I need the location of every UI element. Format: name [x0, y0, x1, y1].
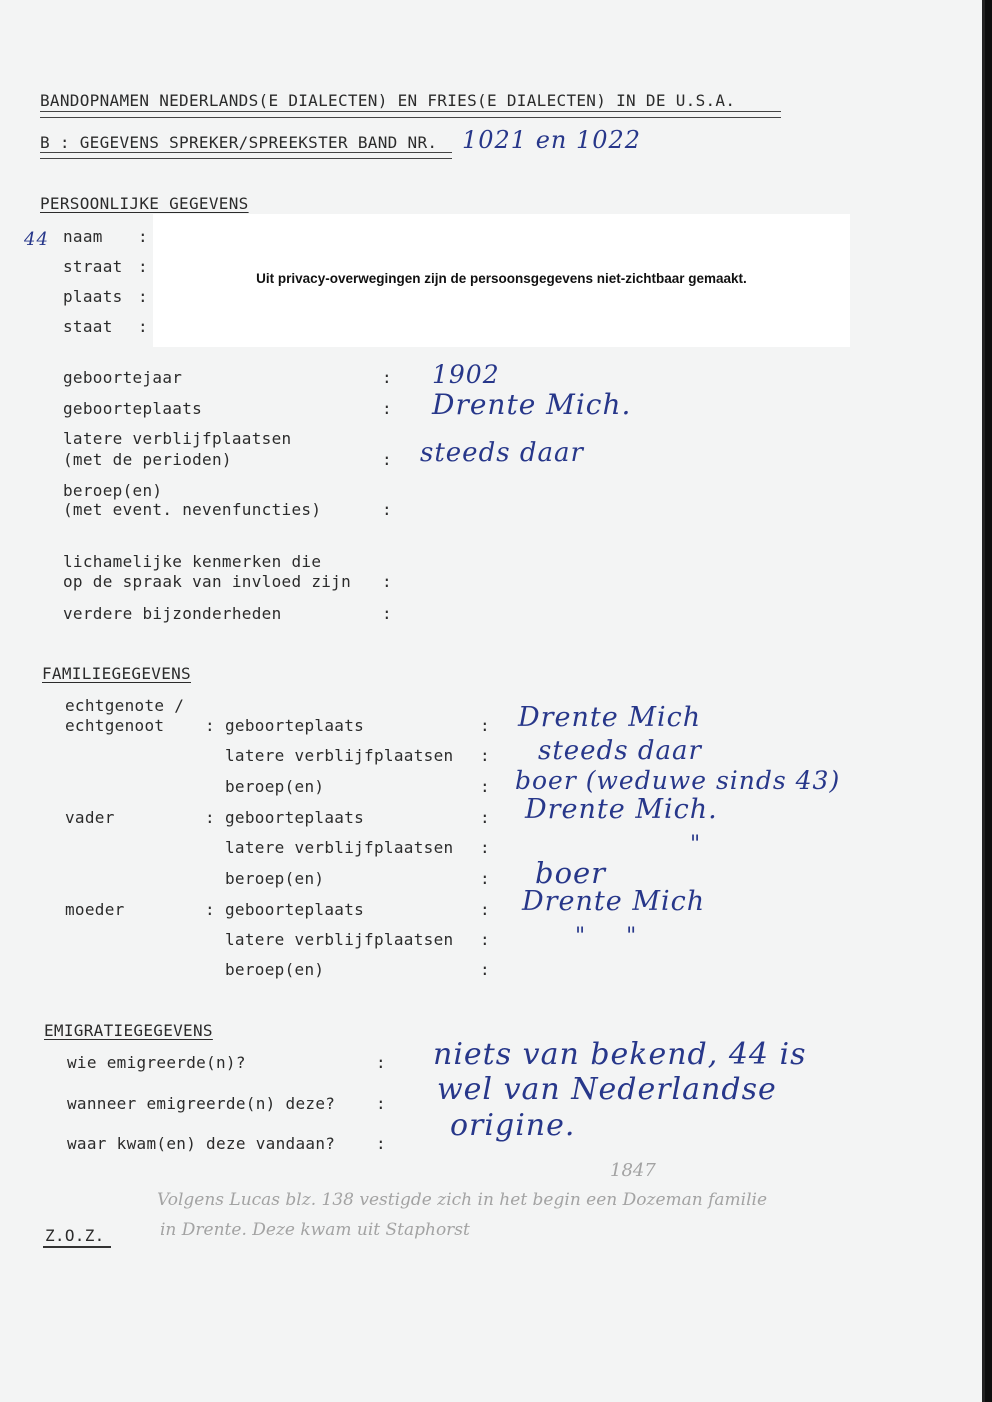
spouse-geboorteplaats-value: Drente Mich	[518, 702, 702, 733]
spouse-colon: :	[205, 716, 215, 735]
geboorteplaats-label: geboorteplaats	[63, 399, 203, 418]
vader-geboorteplaats-label: geboorteplaats	[225, 808, 365, 827]
spouse-geboorteplaats-label: geboorteplaats	[225, 716, 365, 735]
lichamelijke-label-2: op de spraak van invloed zijn	[63, 572, 352, 591]
lichamelijke-label-1: lichamelijke kenmerken die	[63, 552, 322, 571]
page-edge-shadow	[985, 0, 992, 1402]
moeder-colon: :	[205, 900, 215, 919]
moeder-verblijf-label: latere verblijfplaatsen	[225, 930, 454, 949]
moeder-geboorteplaats-value: Drente Mich	[522, 886, 706, 917]
pencil-note-line-2: in Drente. Deze kwam uit Staphorst	[160, 1220, 470, 1240]
spouse-geboorteplaats-colon: :	[480, 716, 490, 735]
moeder-beroep-colon: :	[480, 960, 490, 979]
margin-note-number: 44	[24, 229, 49, 250]
verblijf-label-2: (met de perioden)	[63, 450, 232, 469]
spouse-beroep-value: boer (weduwe sinds 43)	[515, 766, 841, 795]
section-b-double-underline	[40, 152, 452, 159]
moeder-verblijf-value: " "	[575, 924, 638, 949]
wie-colon: :	[376, 1053, 386, 1072]
wanneer-colon: :	[376, 1094, 386, 1113]
waar-colon: :	[376, 1134, 386, 1153]
beroep-label-2: (met event. nevenfuncties)	[63, 500, 322, 519]
moeder-geboorteplaats-label: geboorteplaats	[225, 900, 365, 919]
vader-beroep-label: beroep(en)	[225, 869, 325, 888]
moeder-label: moeder	[65, 900, 125, 919]
field-naam-label: naam	[63, 227, 103, 246]
spouse-label-2: echtgenoot	[65, 716, 165, 735]
verdere-colon: :	[382, 604, 392, 623]
pencil-note-line-1: Volgens Lucas blz. 138 vestigde zich in het begin een Dozeman familie	[157, 1190, 768, 1210]
emigration-answer-line-3: origine.	[450, 1108, 576, 1143]
vader-beroep-colon: :	[480, 869, 490, 888]
emigration-answer-line-1: niets van bekend, 44 is	[433, 1037, 807, 1072]
waar-label: waar kwam(en) deze vandaan?	[67, 1134, 336, 1153]
field-straat-label: straat	[63, 257, 123, 276]
section-b-label: B : GEGEVENS SPREKER/SPREEKSTER BAND NR.	[40, 133, 438, 152]
field-straat-colon: :	[138, 257, 148, 276]
title-double-underline	[40, 111, 781, 118]
lichamelijke-colon: :	[382, 572, 392, 591]
verblijf-colon: :	[382, 450, 392, 469]
pencil-note-year: 1847	[610, 1160, 656, 1181]
spouse-verblijf-value: steeds daar	[538, 736, 702, 766]
vader-verblijf-value: "	[690, 832, 702, 857]
geboorteplaats-value: Drente Mich.	[432, 388, 632, 421]
vader-verblijf-label: latere verblijfplaatsen	[225, 838, 454, 857]
vader-geboorteplaats-value: Drente Mich.	[525, 794, 718, 825]
beroep-colon: :	[382, 500, 392, 519]
document-title: BANDOPNAMEN NEDERLANDS(E DIALECTEN) EN FRIES(E DIALECTEN) IN DE U.S.A.	[40, 91, 736, 110]
spouse-beroep-colon: :	[480, 777, 490, 796]
spouse-label-1: echtgenote /	[65, 696, 185, 715]
geboorteplaats-colon: :	[382, 399, 392, 418]
vader-geboorteplaats-colon: :	[480, 808, 490, 827]
field-staat-colon: :	[138, 317, 148, 336]
verdere-label: verdere bijzonderheden	[63, 604, 282, 623]
wie-label: wie emigreerde(n)?	[67, 1053, 246, 1072]
geboortejaar-value: 1902	[432, 360, 500, 389]
vader-label: vader	[65, 808, 115, 827]
privacy-notice: Uit privacy-overwegingen zijn de persoonsgegevens niet-zichtbaar gemaakt.	[256, 271, 747, 286]
vader-beroep-value: boer	[535, 856, 607, 890]
emigration-heading: EMIGRATIEGEGEVENS	[44, 1021, 213, 1040]
vader-colon: :	[205, 808, 215, 827]
wanneer-label: wanneer emigreerde(n) deze?	[67, 1094, 336, 1113]
geboortejaar-colon: :	[382, 368, 392, 387]
band-numbers-handwritten: 1021 en 1022	[462, 126, 642, 154]
emigration-answer-line-2: wel van Nederlandse	[437, 1072, 777, 1107]
spouse-verblijf-label: latere verblijfplaatsen	[225, 746, 454, 765]
field-plaats-label: plaats	[63, 287, 123, 306]
field-staat-label: staat	[63, 317, 113, 336]
personal-heading: PERSOONLIJKE GEGEVENS	[40, 194, 249, 213]
vader-verblijf-colon: :	[480, 838, 490, 857]
moeder-geboorteplaats-colon: :	[480, 900, 490, 919]
beroep-label-1: beroep(en)	[63, 481, 163, 500]
spouse-beroep-label: beroep(en)	[225, 777, 325, 796]
privacy-redaction-box	[153, 214, 850, 347]
family-heading: FAMILIEGEGEVENS	[42, 664, 191, 683]
spouse-verblijf-colon: :	[480, 746, 490, 765]
verblijf-label-1: latere verblijfplaatsen	[63, 429, 292, 448]
field-naam-colon: :	[138, 227, 148, 246]
field-plaats-colon: :	[138, 287, 148, 306]
geboortejaar-label: geboortejaar	[63, 368, 183, 387]
moeder-beroep-label: beroep(en)	[225, 960, 325, 979]
verblijf-value: steeds daar	[420, 438, 584, 468]
zoz-label: Z.O.Z.	[45, 1226, 105, 1245]
moeder-verblijf-colon: :	[480, 930, 490, 949]
